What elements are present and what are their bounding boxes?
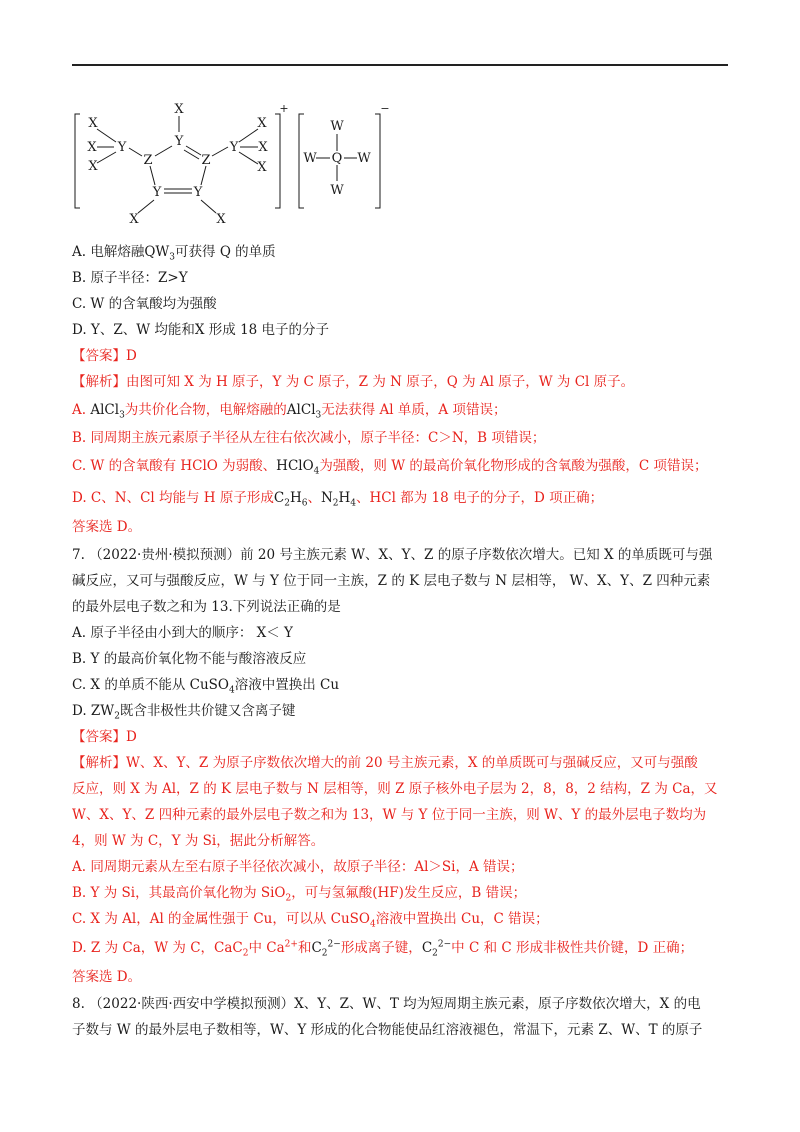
formula: AlCl	[90, 402, 120, 418]
text: 溶液中置换出 Cu	[234, 677, 340, 693]
formula: QW	[144, 244, 170, 260]
answer-label: 【答案】	[72, 348, 126, 364]
anion-charge: −	[380, 102, 390, 115]
text: 无法获得 Al 单质，A 项错误；	[321, 402, 507, 418]
text: D. C、N、Cl 均能与 H 原子形成	[72, 490, 274, 506]
formula: AlCl	[286, 402, 316, 418]
atom-x: X	[257, 116, 267, 131]
q6-explain-a	[72, 401, 506, 419]
q7-analysis-line-4: 4，则 W 为 C，Y 为 Si，据此分析解答。	[72, 833, 325, 849]
atom-x: X	[129, 212, 139, 227]
q6-answer	[72, 347, 137, 365]
subscript: 2	[242, 948, 249, 959]
text: 、HCl 都为 18 电子的分子，D 项正确；	[356, 490, 604, 506]
subscript: 2	[432, 948, 438, 959]
atom-y: Y	[152, 185, 162, 200]
q7-answer	[72, 728, 137, 746]
atom-x: X	[87, 140, 97, 155]
option-text: A. 电解熔融	[72, 244, 145, 260]
q7-option-d	[72, 702, 295, 720]
formula: H	[338, 490, 351, 506]
text: 和	[297, 940, 312, 956]
q7-explain-a: A. 同周期元素从左至右原子半径依次减小，故原子半径：Al＞Si，A 错误；	[72, 859, 524, 875]
atom-w: W	[357, 151, 371, 166]
atom-x: X	[257, 160, 267, 175]
formula: C	[421, 940, 433, 956]
cation-charge: +	[279, 102, 289, 115]
q7-analysis-line-3: W、X、Y、Z 四种元素的最外层电子数之和为 13，W 与 Y 位于同一主族，则 W、Y 的最外层电子数均为	[72, 807, 707, 823]
bracket-right	[275, 114, 280, 208]
atom-z: Z	[143, 153, 153, 168]
q6-explain-d	[72, 489, 603, 507]
atom-y: Y	[193, 185, 203, 200]
formula: C	[311, 940, 322, 956]
text: A.	[72, 402, 87, 418]
text: D. ZW	[72, 703, 115, 719]
text: 中 Ca	[248, 940, 285, 956]
text: 为强酸，则 W 的最高价氧化物形成的含氧酸为强酸，C 项错误；	[319, 458, 708, 474]
q7-option-c	[72, 676, 339, 694]
subscript: 2	[114, 711, 120, 722]
text: 为共价化合物，电解熔融的	[124, 402, 287, 418]
q7-option-b: B. Y 的最高价氧化物不能与酸溶液反应	[72, 651, 307, 667]
atom-x: X	[216, 212, 226, 227]
subscript: 4	[370, 919, 376, 930]
header-rule	[72, 64, 728, 66]
subscript: 2	[284, 498, 290, 509]
text: 、	[307, 490, 321, 506]
q7-stem-line-2: 碱反应，又可与强酸反应，W 与 Y 位于同一主族，Z 的 K 层电子数与 N 层相等， W、X、Y、Z 四种元素	[72, 573, 711, 589]
atom-x: X	[258, 140, 268, 155]
answer-value: D	[126, 348, 137, 364]
option-text: 可获得 Q 的单质	[175, 244, 276, 260]
answer-label: 【答案】	[72, 729, 126, 745]
subscript: 3	[169, 252, 176, 263]
text: C. W 的含氧酸有 HClO 为弱酸、	[72, 458, 277, 474]
subscript: 4	[228, 685, 235, 696]
atom-x: X	[88, 116, 98, 131]
text: D. Z 为 Ca，W 为 C，CaC	[72, 940, 243, 956]
ionic-structure-diagram	[72, 100, 412, 230]
q7-analysis-line-1	[72, 754, 698, 772]
atom-y: Y	[117, 140, 127, 155]
formula: N	[320, 490, 333, 506]
subscript: 6	[301, 498, 308, 509]
atom-q: Q	[331, 151, 343, 166]
q7-conclusion: 答案选 D。	[72, 969, 142, 985]
atom-w: W	[330, 183, 344, 198]
text: C. X 为 Al，Al 的金属性强于 Cu，可以从 CuSO	[72, 911, 370, 927]
anion-bracket-right	[375, 114, 380, 208]
analysis-text: 由图可知 X 为 H 原子，Y 为 C 原子，Z 为 N 原子，Q 为 Al 原子，W 为 Cl 原子。	[126, 374, 635, 390]
atom-x: X	[88, 159, 98, 174]
subscript: 2	[321, 948, 328, 959]
subscript: 3	[119, 410, 125, 421]
text: ，可与氢氟酸(HF)发生反应，B 错误；	[291, 885, 527, 901]
q6-analysis	[72, 373, 634, 391]
subscript: 3	[315, 410, 322, 421]
q7-stem-line-3: 的最外层电子数之和为 13.下列说法正确的是	[72, 599, 341, 615]
q7-explain-d	[72, 939, 693, 957]
subscript: 4	[313, 466, 320, 477]
q7-explain-c	[72, 910, 549, 928]
atom-y: Y	[229, 140, 239, 155]
q6-option-a	[72, 243, 276, 261]
analysis-label: 【解析】	[72, 755, 126, 771]
text: 溶液中置换出 Cu，C 错误；	[375, 911, 549, 927]
q7-analysis-line-2: 反应，则 X 为 Al，Z 的 K 层电子数与 N 层相等，则 Z 原子核外电子层为 2，8，8，2 结构，Z 为 Ca，又	[72, 781, 718, 797]
subscript: 2	[285, 893, 292, 904]
q6-conclusion: 答案选 D。	[72, 519, 142, 535]
q8-stem-line-1: 8. （2022·陕西·西安中学模拟预测）X、Y、Z、W、T 均为短周期主族元素，原子序数依次增大，X 的电	[72, 996, 701, 1012]
q8-stem-line-2: 子数与 W 的最外层电子数相等，W、Y 形成的化合物能使品红溶液褪色，常温下，元素 Z、W、T 的原子	[72, 1022, 703, 1038]
analysis-label: 【解析】	[72, 374, 126, 390]
formula: H	[289, 490, 302, 506]
q6-option-b: B. 原子半径：Z>Y	[72, 270, 188, 286]
q6-explain-c	[72, 457, 707, 475]
superscript: 2−	[327, 939, 341, 950]
subscript: 2	[332, 498, 339, 509]
q7-explain-b	[72, 884, 526, 902]
superscript: 2−	[437, 939, 452, 950]
superscript: 2+	[284, 939, 298, 950]
text: C. X 的单质不能从 CuSO	[72, 677, 229, 693]
text: 既含非极性共价键又含离子键	[119, 703, 296, 719]
q6-explain-b: B. 同周期主族元素原子半径从左往右依次减小，原子半径：C＞N，B 项错误；	[72, 430, 546, 446]
atom-z: Z	[201, 153, 211, 168]
atom-y: Y	[174, 134, 184, 149]
q6-option-d: D. Y、Z、W 均能和X 形成 18 电子的分子	[72, 322, 330, 338]
q7-option-a: A. 原子半径由小到大的顺序： X＜ Y	[72, 625, 293, 641]
atom-w: W	[303, 151, 317, 166]
formula: HClO	[276, 458, 314, 474]
answer-value: D	[126, 729, 137, 745]
formula: C	[273, 490, 285, 506]
q6-option-c: C. W 的含氧酸均为强酸	[72, 296, 217, 312]
bracket-left	[75, 114, 80, 208]
text: 中 C 和 C 形成非极性共价键，D 正确；	[451, 940, 694, 956]
atom-w: W	[330, 119, 344, 134]
q7-stem-line-1: 7. （2022·贵州·模拟预测）前 20 号主族元素 W、X、Y、Z 的原子序数依次增大。已知 X 的单质既可与强	[72, 547, 713, 563]
atom-x: X	[174, 102, 184, 117]
text: B. Y 为 Si，其最高价氧化物为 SiO	[72, 885, 286, 901]
analysis-text: W、X、Y、Z 为原子序数依次增大的前 20 号主族元素，X 的单质既可与强碱反应，又可与强酸	[126, 755, 698, 771]
text: 形成离子键，	[340, 940, 422, 956]
subscript: 4	[350, 498, 357, 509]
